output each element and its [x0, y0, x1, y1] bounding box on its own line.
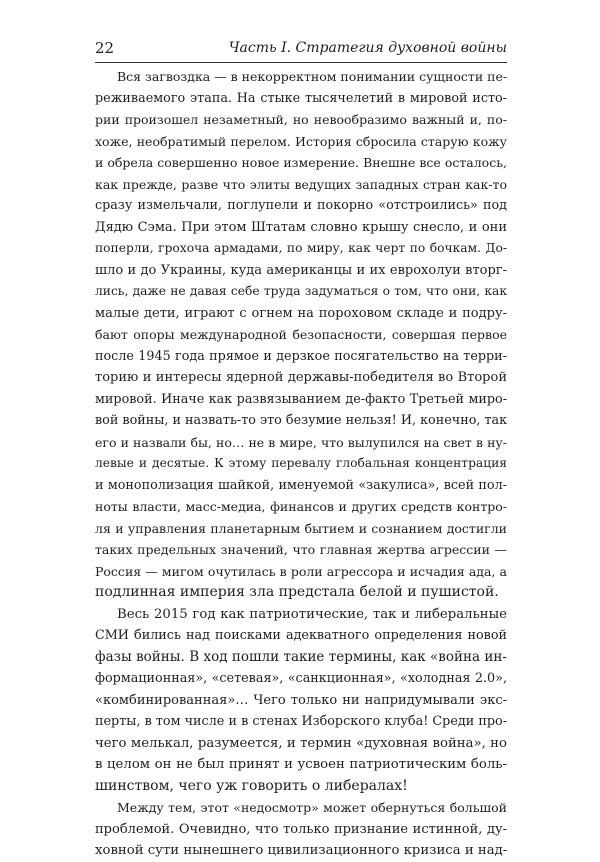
text-line: ля и управления планетарным бытием и сознанием достигли: [95, 520, 507, 536]
text-line: Весь 2015 год как патриотические, так и либеральные: [117, 606, 507, 622]
text-line: хоже, необратимый перелом. История сбросила старую кожу: [95, 133, 507, 149]
text-line: ховной сути нынешнего цивилизационного кризиса и над-: [95, 843, 508, 858]
text-line: поперли, грохоча армадами, по миру, как черт по бочкам. До-: [95, 241, 507, 255]
text-line: Дядю Сэма. При этом Штатам словно крышу снесло, и они: [95, 219, 507, 235]
text-line: проблемой. Очевидно, что только признание истинной, ду-: [95, 821, 507, 837]
text-line: СМИ бились над поисками адекватного определения новой: [95, 628, 507, 643]
page-number: 22: [95, 39, 115, 57]
text-line: таких предельных значений, что главная жертва агрессии —: [95, 542, 507, 557]
text-line: Вся загвоздка — в некорректном понимании сущности пе-: [117, 69, 508, 84]
text-line: перты, в том числе и в стенах Изборского клуба! Среди про-: [95, 714, 507, 729]
text-line: ноты власти, масс-медиа, финансов и других средств контро-: [95, 499, 507, 514]
body-text: [95, 66, 507, 862]
text-line: рии произошел незаметный, но невообразимо важный и, по-: [95, 112, 507, 127]
text-line: после 1945 года прямое и дерзкое посягательство на терри-: [95, 348, 507, 364]
running-head: Часть I. Стратегия духовной войны: [228, 40, 507, 56]
text-line: формационная», «сетевая», «санкционная», «холодная 2.0»,: [95, 671, 507, 686]
paragraph-1: [95, 66, 507, 604]
text-line: торию и интересы ядерной державы-победителя во Второй: [95, 370, 507, 385]
text-line: как прежде, разве что элиты ведущих западных стран как-то: [95, 176, 507, 192]
text-line: подлинная империя зла предстала белой и пушистой.: [95, 584, 499, 600]
paragraph-2: [95, 604, 507, 798]
text-line: Между тем, этот «недосмотр» может обернуться большой: [117, 800, 507, 815]
text-line: лись, даже не давая себе труда задуматься о том, что они, как: [95, 284, 507, 298]
text-line: реживаемого этапа. На стыке тысячелетий в мировой исто-: [95, 90, 507, 106]
text-line: в целом он не был принят и усвоен патриотическим боль-: [95, 757, 507, 772]
text-line: и монополизация шайкой, именуемой «закулиса», всей пол-: [95, 477, 507, 493]
page-header: [95, 38, 507, 63]
text-line: шинством, чего уж говорить о либералах!: [95, 777, 408, 794]
text-line: и обрела совершенно новое измерение. Внешне все осталось,: [95, 155, 507, 170]
text-line: малые дети, играют с огнем на пороховом складе и подру-: [95, 305, 507, 321]
text-line: сразу измельчали, поглупели и покорно «отстроились» под: [95, 198, 507, 213]
paragraph-3: [95, 797, 507, 862]
text-line: фазы войны. В ход пошли такие термины, как «война ин-: [95, 648, 507, 665]
text-line: шло и до Украины, куда американцы и их еврохолуи вторг-: [95, 262, 507, 278]
text-line: бают опоры международной безопасности, совершая первое: [95, 327, 507, 342]
text-line: Россия — мигом очутилась в роли агрессора и исчадия ада, а: [95, 563, 507, 579]
text-line: его и назвали бы, но… не в мире, что вылупился на свет в ну-: [95, 434, 507, 450]
text-line: «комбинированная»… Чего только ни напридумывали экс-: [95, 692, 507, 708]
text-line: левые и десятые. К этому перевалу глобальная концентрация: [95, 456, 507, 470]
text-line: чего мелькал, разумеется, и термин «духовная война», но: [95, 735, 507, 751]
text-line: мировой. Иначе как развязыванием де-факто Третьей миро-: [95, 391, 507, 407]
text-line: вой войны, и назвать-то это безумие нельзя! И, конечно, так: [95, 413, 508, 428]
